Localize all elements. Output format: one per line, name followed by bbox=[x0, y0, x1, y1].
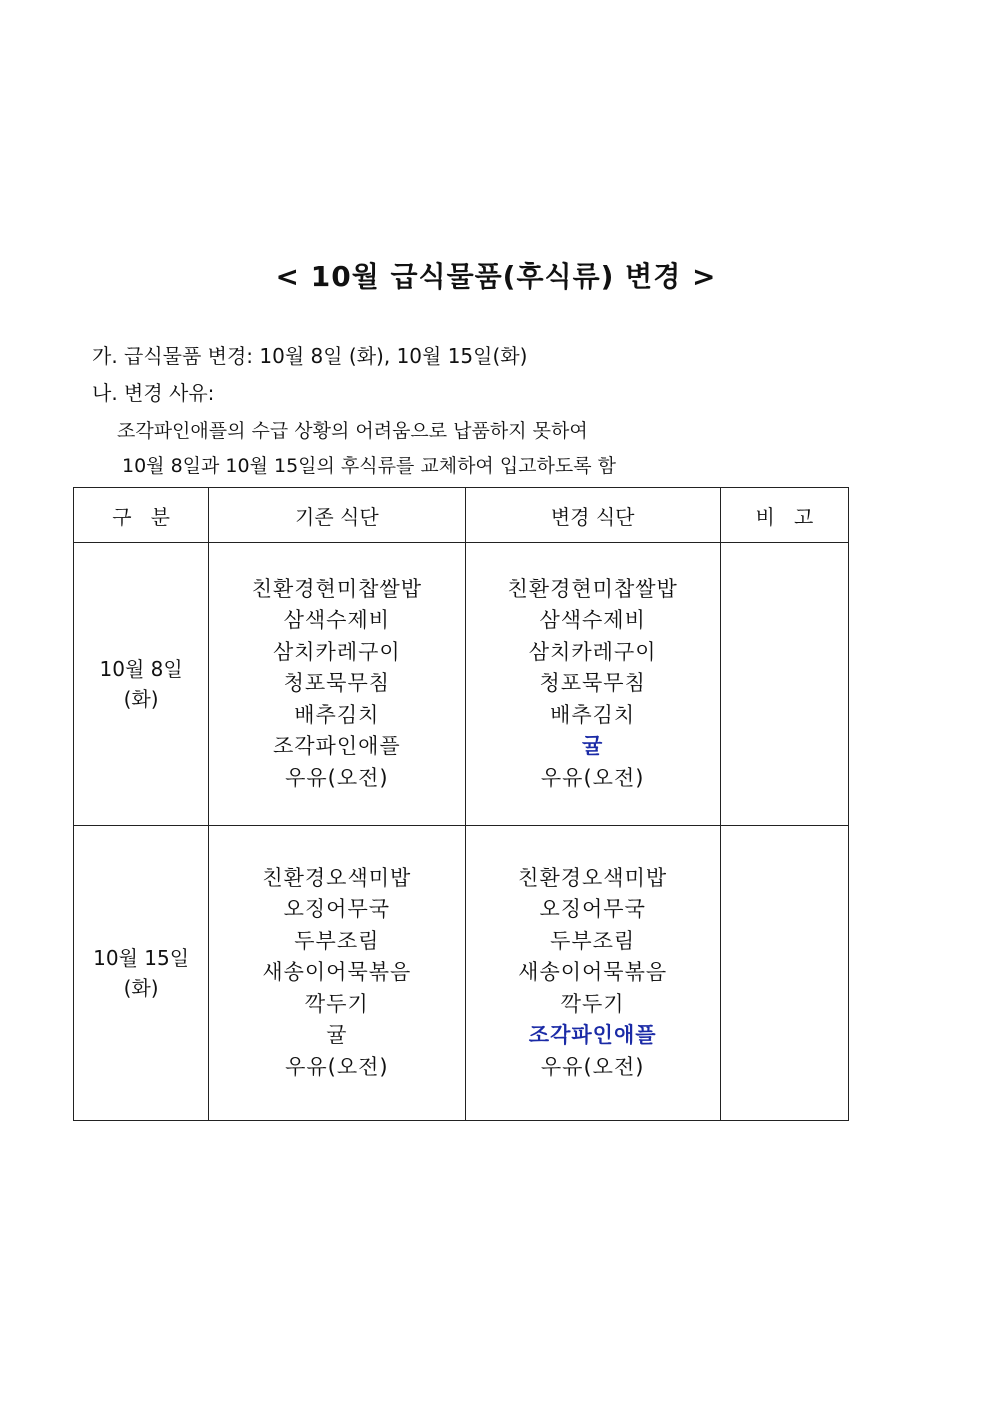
menu-item: 배추김치 bbox=[550, 702, 636, 727]
change-reason-heading: 나. 변경 사유: bbox=[92, 381, 215, 405]
menu-item: 우유(오전) bbox=[285, 765, 389, 790]
date-label: 10월 15일 bbox=[93, 946, 190, 970]
header-division: 구 분 bbox=[74, 488, 209, 543]
changed-menu-cell bbox=[465, 543, 720, 826]
menu-item: 오징어무국 bbox=[539, 897, 646, 922]
menu-item: 친환경현미찹쌀밥 bbox=[507, 576, 678, 601]
header-changed-menu: 변경 식단 bbox=[465, 488, 720, 543]
menu-item: 삼치카레구이 bbox=[528, 639, 657, 664]
changed-menu-item: 귤 bbox=[582, 734, 604, 759]
table-row bbox=[74, 826, 849, 1121]
weekday-label: (화) bbox=[123, 687, 159, 711]
table-header-row bbox=[74, 488, 849, 543]
menu-item: 두부조림 bbox=[294, 928, 380, 953]
menu-item: 친환경오색미밥 bbox=[262, 865, 412, 890]
original-menu-cell bbox=[209, 826, 465, 1121]
date-label: 10월 8일 bbox=[99, 657, 183, 681]
menu-item: 청포묵무침 bbox=[283, 671, 391, 696]
menu-item: 친환경현미찹쌀밥 bbox=[251, 576, 422, 601]
menu-item: 우유(오전) bbox=[285, 1054, 389, 1079]
menu-item: 삼색수제비 bbox=[539, 608, 646, 633]
menu-item: 두부조림 bbox=[550, 928, 636, 953]
menu-item: 귤 bbox=[326, 1023, 348, 1048]
menu-item: 조각파인애플 bbox=[272, 734, 401, 759]
menu-item: 친환경오색미밥 bbox=[518, 865, 668, 890]
note-cell bbox=[720, 543, 848, 826]
header-note: 비 고 bbox=[720, 488, 848, 543]
menu-item: 오징어무국 bbox=[283, 897, 391, 922]
original-menu-cell bbox=[209, 543, 465, 826]
menu-item: 새송이어묵볶음 bbox=[262, 960, 412, 985]
change-dates-line: 가. 급식물품 변경: 10월 8일 (화), 10월 15일(화) bbox=[92, 344, 528, 368]
note-cell bbox=[720, 826, 848, 1121]
menu-item: 삼색수제비 bbox=[283, 608, 391, 633]
menu-item: 깍두기 bbox=[560, 991, 625, 1016]
change-reason-line-1: 조각파인애플의 수급 상황의 어려움으로 납품하지 못하여 bbox=[117, 420, 588, 442]
menu-change-table bbox=[73, 487, 849, 1121]
date-cell bbox=[74, 826, 209, 1121]
menu-item: 삼치카레구이 bbox=[272, 639, 401, 664]
page-title: < 10월 급식물품(후식류) 변경 > bbox=[275, 260, 717, 293]
changed-menu-item: 조각파인애플 bbox=[528, 1023, 657, 1048]
menu-item: 새송이어묵볶음 bbox=[518, 960, 668, 985]
menu-item: 깍두기 bbox=[304, 991, 369, 1016]
menu-item: 우유(오전) bbox=[540, 765, 645, 790]
weekday-label: (화) bbox=[123, 976, 159, 1000]
menu-item: 배추김치 bbox=[294, 702, 380, 727]
menu-item: 청포묵무침 bbox=[539, 671, 646, 696]
table-row bbox=[74, 543, 849, 826]
changed-menu-cell bbox=[465, 826, 720, 1121]
date-cell bbox=[74, 543, 209, 826]
menu-item: 우유(오전) bbox=[540, 1054, 645, 1079]
change-reason-line-2: 10월 8일과 10월 15일의 후식류를 교체하여 입고하도록 함 bbox=[122, 455, 616, 477]
header-original-menu: 기존 식단 bbox=[209, 488, 465, 543]
